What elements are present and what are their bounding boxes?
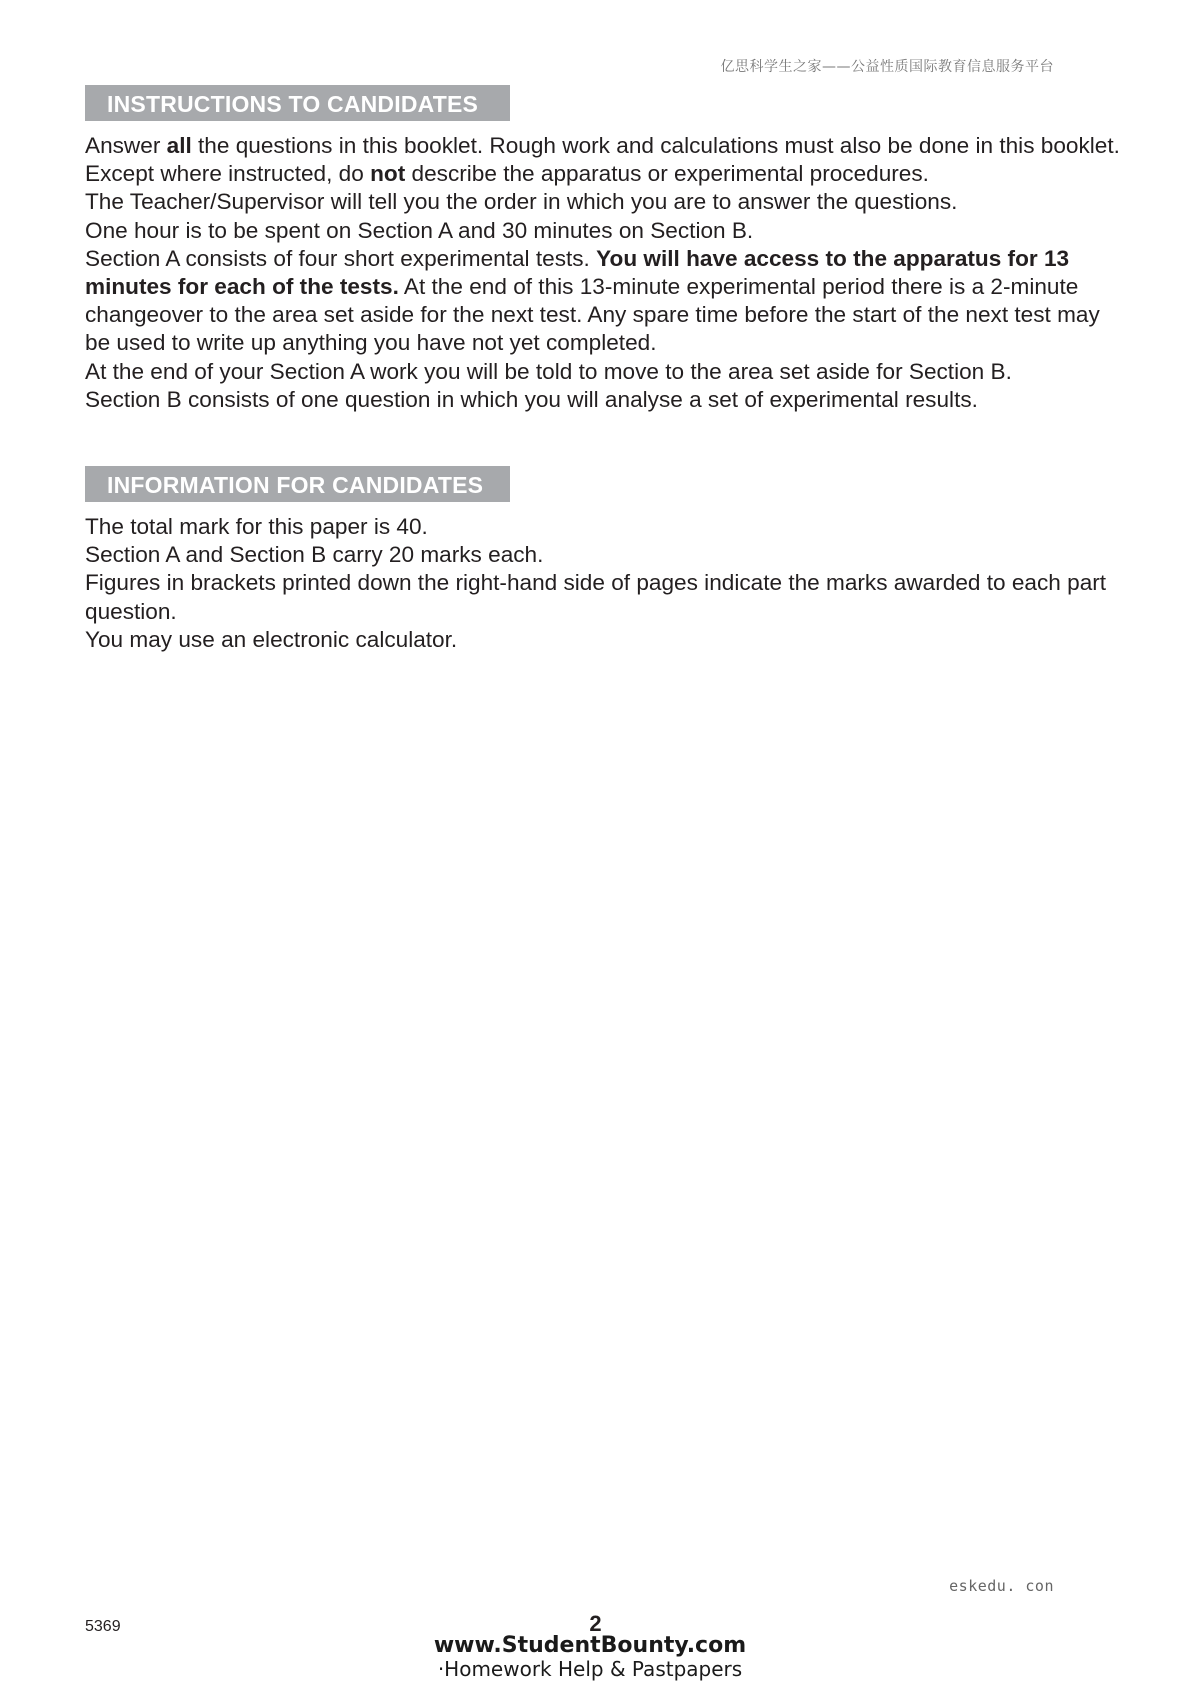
information-paragraph-3: Figures in brackets printed down the right-hand side of pages indicate the marks awarded to each part question. — [85, 570, 1107, 624]
instructions-paragraph-3: One hour is to be spent on Section A and 30 minutes on Section B. — [85, 217, 754, 243]
stamp-url: www.StudentBounty.com — [433, 1633, 747, 1658]
studentbounty-stamp — [430, 1634, 750, 1680]
page-number: 2 — [589, 1611, 602, 1636]
header-watermark: 亿思科学生之家——公益性质国际教育信息服务平台 — [720, 59, 1054, 75]
information-paragraph-1: The total mark for this paper is 40. — [85, 514, 428, 539]
instructions-paragraph-1: Answer all the questions in this booklet. Rough work and calculations must also be done in this booklet. Except where instructed, do not describe the apparatus or experimental procedures. — [85, 133, 1120, 187]
information-body — [85, 513, 1125, 654]
instructions-heading: INSTRUCTIONS TO CANDIDATES — [85, 85, 510, 121]
stamp-tagline: ·Homework Help & Pastpapers — [437, 1657, 743, 1681]
instructions-paragraph-5: At the end of your Section A work you will be told to move to the area set aside for Section B. — [85, 358, 1012, 384]
information-heading: INFORMATION FOR CANDIDATES — [85, 466, 510, 502]
instructions-paragraph-4: Section A consists of four short experimental tests. You will have access to the apparatus for 13 minutes for each of the tests. At the end of this 13-minute experimental period there is a 2-minute changeover to the area set aside for the next test. Any spare time before the start of the next test may be used to write up anything you have not yet completed. — [85, 245, 1100, 356]
information-paragraph-4: You may use an electronic calculator. — [85, 626, 458, 652]
footer-site-watermark: eskedu. con — [949, 1577, 1054, 1595]
instructions-paragraph-6: Section B consists of one question in which you will analyse a set of experimental results. — [85, 386, 978, 412]
document-code: 5369 — [85, 1618, 121, 1635]
instructions-body — [85, 132, 1125, 414]
information-paragraph-2: Section A and Section B carry 20 marks each. — [85, 542, 544, 568]
instructions-paragraph-2: The Teacher/Supervisor will tell you the order in which you are to answer the questions. — [85, 189, 958, 215]
